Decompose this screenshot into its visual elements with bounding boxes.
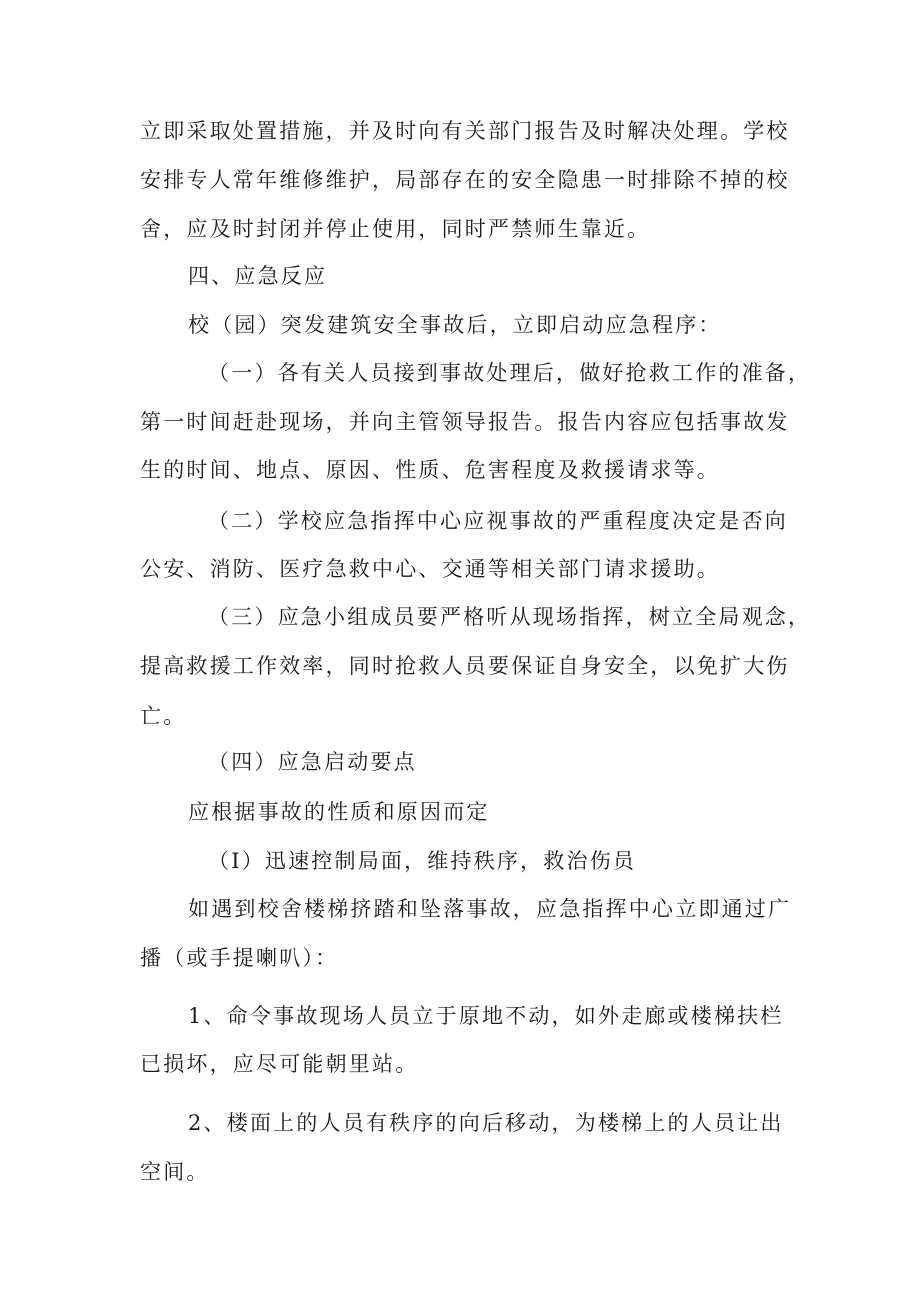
body-text-line: 第一时间赶赴现场，并向主管领导报告。报告内容应包括事故发 xyxy=(140,410,790,434)
list-item-heading: （一）各有关人员接到事故处理后，做好抢救工作的准备， xyxy=(208,361,812,385)
body-text-line: 舍，应及时封闭并停止使用，同时严禁师生靠近。 xyxy=(140,217,651,241)
body-text-line: 安排专人常年维修维护，局部存在的安全隐患一时排除不掉的校 xyxy=(140,168,790,192)
section-heading: 四、应急反应 xyxy=(188,264,328,288)
body-text-line: 校（园）突发建筑安全事故后，立即启动应急程序： xyxy=(188,313,722,337)
body-text-line: 应根据事故的性质和原因而定 xyxy=(188,800,490,824)
sub-item-heading: （I）迅速控制局面，维持秩序，救治伤员 xyxy=(208,849,637,873)
body-text-line: 已损坏，应尽可能朝里站。 xyxy=(140,1052,419,1076)
body-text-line: 公安、消防、医疗急救中心、交通等相关部门请求援助。 xyxy=(140,557,720,581)
numbered-item: 1、命令事故现场人员立于原地不动，如外走廊或楼梯扶栏 xyxy=(188,1004,784,1028)
numbered-item: 2、楼面上的人员有秩序的向后移动，为楼梯上的人员让出 xyxy=(188,1111,784,1135)
body-text-line: 播（或手提喇叭）： xyxy=(140,946,339,970)
body-text-line: 空间。 xyxy=(140,1160,210,1184)
body-text-line: 提高救援工作效率，同时抢救人员要保证自身安全，以免扩大伤 xyxy=(140,654,790,678)
list-item-heading: （三）应急小组成员要严格听从现场指挥，树立全局观念， xyxy=(208,605,812,629)
body-text-line: 如遇到校舍楼梯挤踏和坠落事故，应急指挥中心立即通过广 xyxy=(188,897,792,921)
list-item-heading: （四）应急启动要点 xyxy=(208,750,417,774)
body-text-line: 立即采取处置措施，并及时向有关部门报告及时解决处理。学校 xyxy=(140,119,790,143)
body-text-line: 生的时间、地点、原因、性质、危害程度及救援请求等。 xyxy=(140,458,720,482)
list-item-heading: （二）学校应急指挥中心应视事故的严重程度决定是否向 xyxy=(208,509,788,533)
body-text-line: 亡。 xyxy=(140,704,187,728)
